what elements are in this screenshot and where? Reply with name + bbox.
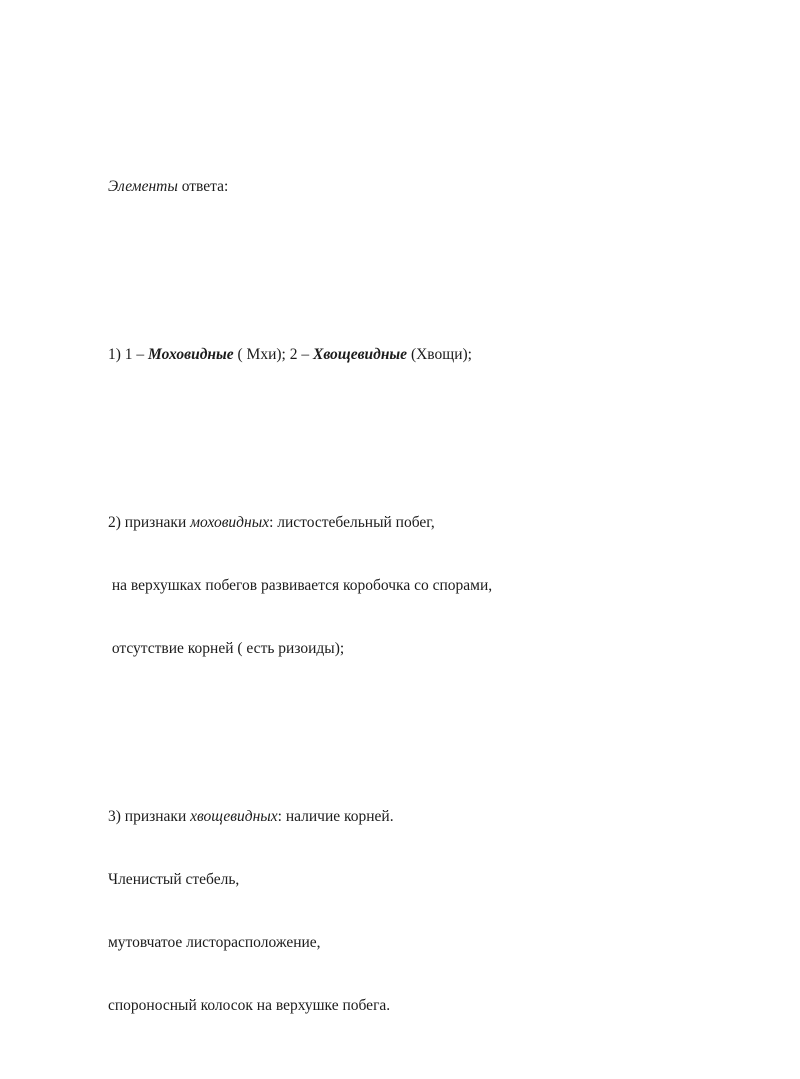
item2-term: моховидных [190, 514, 270, 531]
heading-rest: ответа: [177, 178, 229, 195]
item1-mid: ( Мхи); 2 – [233, 346, 313, 363]
answer-item-2-line-1 [108, 512, 748, 533]
answer-item-3-line-1 [108, 806, 748, 827]
item1-prefix: 1) 1 – [108, 346, 149, 363]
answer-item-1 [108, 344, 748, 365]
answer-item-3-line-4: спороносный колосок на верхушке побега. [108, 997, 391, 1014]
item1-term-horsetails: Хвощевидные [312, 346, 408, 363]
answer-item-3-line-3: мутовчатое листорасположение, [108, 934, 321, 951]
spacer [108, 260, 748, 281]
answer-item-2-line-3: отсутствие корней ( есть ризоиды); [108, 640, 345, 657]
spacer [108, 722, 748, 743]
spacer [108, 428, 748, 449]
item3-prefix: 3) признаки [108, 808, 191, 825]
answer-heading [108, 176, 748, 197]
item2-suffix: : листостебельный побег, [269, 514, 435, 531]
answer-item-2-line-2: на верхушках побегов развивается коробочка со спорами, [108, 577, 493, 594]
item2-prefix: 2) признаки [108, 514, 191, 531]
item1-suffix: (Хвощи); [407, 346, 472, 363]
heading-italic: Элементы [108, 178, 178, 195]
item3-suffix: : наличие корней. [277, 808, 394, 825]
item1-term-mosses: Моховидные [148, 346, 234, 363]
answer-item-3-line-2: Членистый стебель, [108, 871, 240, 888]
answer-text-block [108, 113, 748, 1079]
item3-term: хвощевидных [190, 808, 278, 825]
